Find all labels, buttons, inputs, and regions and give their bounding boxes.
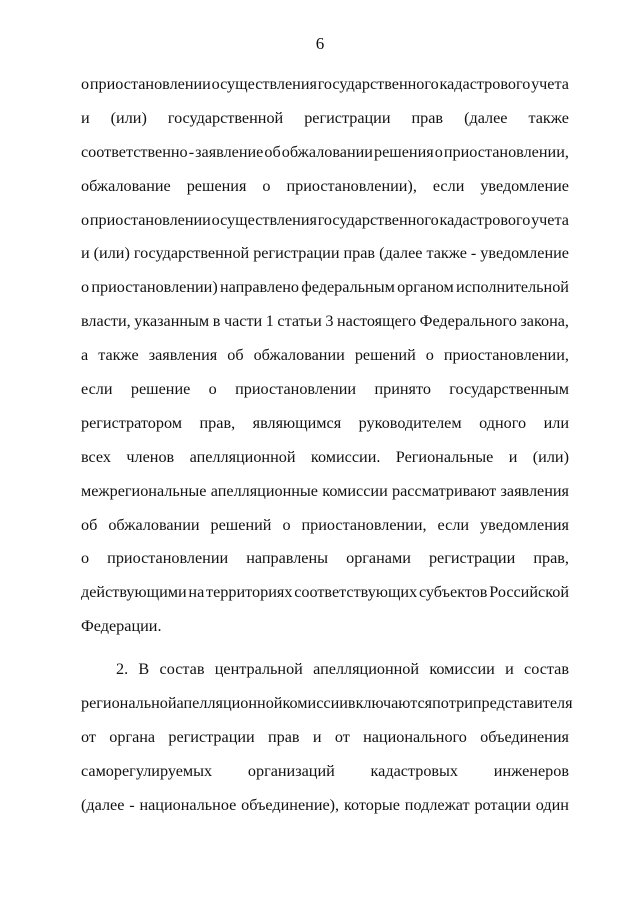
word: регистратором <box>81 413 182 432</box>
word: заявления <box>148 346 218 365</box>
word: (далее <box>81 795 125 814</box>
text-line <box>81 339 569 373</box>
word: 3 <box>325 312 334 331</box>
word: осуществления <box>211 210 317 229</box>
word: решений <box>354 346 416 365</box>
word: всех <box>81 447 111 466</box>
word: приостановлении) <box>91 278 218 297</box>
word: также <box>528 108 569 127</box>
word: о <box>81 75 90 93</box>
word: в <box>212 312 221 331</box>
word: (или) <box>532 447 569 466</box>
text-line <box>81 576 569 610</box>
word: объединения <box>480 727 569 746</box>
page-number: 6 <box>315 34 325 53</box>
word: руководителем <box>358 413 462 432</box>
word: части <box>223 312 263 331</box>
word: Федерального <box>419 312 517 331</box>
word: решения <box>186 176 247 195</box>
word: - <box>188 142 195 161</box>
word: В <box>138 660 150 679</box>
word: исполнительной <box>456 278 569 297</box>
word: на <box>188 583 205 602</box>
word: государственной <box>167 108 284 127</box>
word: приостановлении <box>235 380 357 399</box>
word: о <box>208 380 217 399</box>
word: соответственно <box>81 142 188 161</box>
word: о <box>282 515 291 534</box>
text-line <box>81 136 569 170</box>
word: прав <box>411 108 444 127</box>
word: национальное <box>139 795 237 814</box>
word: заявление <box>195 142 264 161</box>
paragraph-2 <box>81 653 573 822</box>
word: и <box>508 447 518 466</box>
word: - <box>470 244 477 263</box>
text-line <box>81 509 569 543</box>
word: статьи <box>277 312 322 331</box>
word: заявления <box>500 481 569 500</box>
text-line <box>81 475 569 509</box>
text-line <box>81 170 569 204</box>
word: являющимся <box>252 413 342 432</box>
word: регистрации <box>428 549 516 568</box>
word: если <box>81 380 113 399</box>
word: обжаловании <box>281 142 373 161</box>
word: решение <box>130 380 191 399</box>
word: и <box>81 244 90 263</box>
word: если <box>437 515 470 534</box>
text-line <box>81 441 569 475</box>
word: и <box>505 660 514 679</box>
text-line <box>81 542 569 576</box>
word: федеральным <box>301 278 395 297</box>
word: учета <box>531 75 569 93</box>
word: объединение), <box>241 795 340 814</box>
word: власти, <box>81 312 131 331</box>
word: центральной <box>214 660 303 679</box>
word: (далее <box>379 244 423 263</box>
word: ротации <box>474 795 531 814</box>
word: или <box>543 413 569 432</box>
word: от <box>81 727 96 746</box>
text-line <box>81 755 569 789</box>
word: об <box>264 142 281 161</box>
text-line <box>81 102 569 136</box>
word: апелляционной <box>189 447 296 466</box>
word: обжалование <box>81 176 171 195</box>
word: осуществления <box>211 75 317 93</box>
word: состав <box>159 660 205 679</box>
word: приостановлении, <box>301 515 427 534</box>
word: государственного <box>317 210 439 229</box>
word: и <box>81 108 90 127</box>
word: - <box>129 795 135 814</box>
word: региональной <box>81 694 177 713</box>
word: Федерации. <box>81 617 162 636</box>
word: один <box>535 795 569 814</box>
word: обжаловании <box>108 515 200 534</box>
word: 2. <box>116 660 129 679</box>
word: комиссии <box>322 481 388 500</box>
word: и <box>312 727 322 746</box>
word: прав, <box>533 549 569 568</box>
word: апелляционные <box>210 481 318 500</box>
text-line <box>81 789 569 823</box>
word: комиссии <box>282 694 348 713</box>
word: о <box>81 210 90 229</box>
word: апелляционной <box>176 694 283 713</box>
word: включаются <box>347 694 433 713</box>
word: территориях <box>206 583 293 602</box>
word: о <box>434 142 443 161</box>
word: субъектов <box>418 583 488 602</box>
word: одного <box>479 413 527 432</box>
paragraph-1 <box>81 68 569 644</box>
word: прав <box>343 244 376 263</box>
word: саморегулируемых <box>81 761 213 780</box>
word: Региональные <box>395 447 494 466</box>
word: органом <box>397 278 454 297</box>
word: органами <box>346 549 411 568</box>
text-line <box>81 68 569 102</box>
word: об <box>81 515 98 534</box>
word: приостановлении, <box>443 346 569 365</box>
word: действующими <box>81 583 187 602</box>
word: подлежат <box>404 795 470 814</box>
word: национального <box>363 727 467 746</box>
word: о <box>81 549 90 568</box>
word: направлены <box>246 549 329 568</box>
word: членов <box>126 447 175 466</box>
word: приостановлении <box>89 210 211 229</box>
word: органа <box>109 727 156 746</box>
word: инженеров <box>493 761 569 780</box>
word: регистрации <box>304 108 391 127</box>
word: уведомление <box>480 176 569 195</box>
word: об <box>227 346 244 365</box>
word: решений <box>210 515 272 534</box>
word: три <box>448 694 473 713</box>
text-line <box>81 653 569 687</box>
word: принято <box>374 380 431 399</box>
word: о <box>425 346 434 365</box>
document-body <box>81 68 573 823</box>
text-line <box>81 271 569 305</box>
word: по <box>432 694 449 713</box>
word: представителя <box>472 694 573 713</box>
text-line <box>81 687 573 721</box>
word: уведомления <box>480 515 569 534</box>
word: 1 <box>265 312 274 331</box>
word: соответствующих <box>294 583 418 602</box>
word: от <box>334 727 350 746</box>
word: настоящего <box>336 312 417 331</box>
word: прав, <box>199 413 236 432</box>
word: о <box>81 278 90 297</box>
text-line <box>81 373 569 407</box>
word: направлено <box>219 278 300 297</box>
word: (или) <box>110 108 147 127</box>
word: также <box>426 244 467 263</box>
word: если <box>432 176 465 195</box>
word: кадастрового <box>439 75 531 93</box>
word: приостановлении, <box>443 142 569 161</box>
word: (или) <box>93 244 130 263</box>
word: уведомление <box>480 244 569 263</box>
word: прав <box>267 727 300 746</box>
word: комиссии <box>429 660 495 679</box>
word: государственной <box>133 244 250 263</box>
word: приостановлении <box>107 549 229 568</box>
word: Российской <box>489 583 569 602</box>
word: закона, <box>520 312 569 331</box>
word: которые <box>343 795 400 814</box>
word: обжаловании <box>253 346 345 365</box>
word: организаций <box>247 761 335 780</box>
text-line <box>81 610 569 644</box>
word: приостановлении <box>89 75 211 93</box>
word: о <box>262 176 271 195</box>
word: апелляционной <box>313 660 420 679</box>
word: государственным <box>449 380 569 399</box>
word: а <box>81 346 89 365</box>
word: учета <box>531 210 569 229</box>
text-line <box>81 305 569 339</box>
word: государственного <box>317 75 439 93</box>
word: приостановлении), <box>286 176 417 195</box>
word: комиссии. <box>310 447 381 466</box>
word: указанным <box>134 312 210 331</box>
word: (далее <box>464 108 508 127</box>
word: рассматривают <box>392 481 497 500</box>
text-line <box>81 407 569 441</box>
text-line <box>81 237 569 271</box>
word: регистрации <box>253 244 340 263</box>
text-line <box>81 204 569 238</box>
word: состав <box>524 660 569 679</box>
word: кадастровых <box>370 761 459 780</box>
word: межрегиональные <box>81 481 207 500</box>
word: кадастрового <box>439 210 531 229</box>
word: также <box>98 346 139 365</box>
word: регистрации <box>168 727 255 746</box>
word: решения <box>374 142 434 161</box>
text-line <box>81 721 569 755</box>
